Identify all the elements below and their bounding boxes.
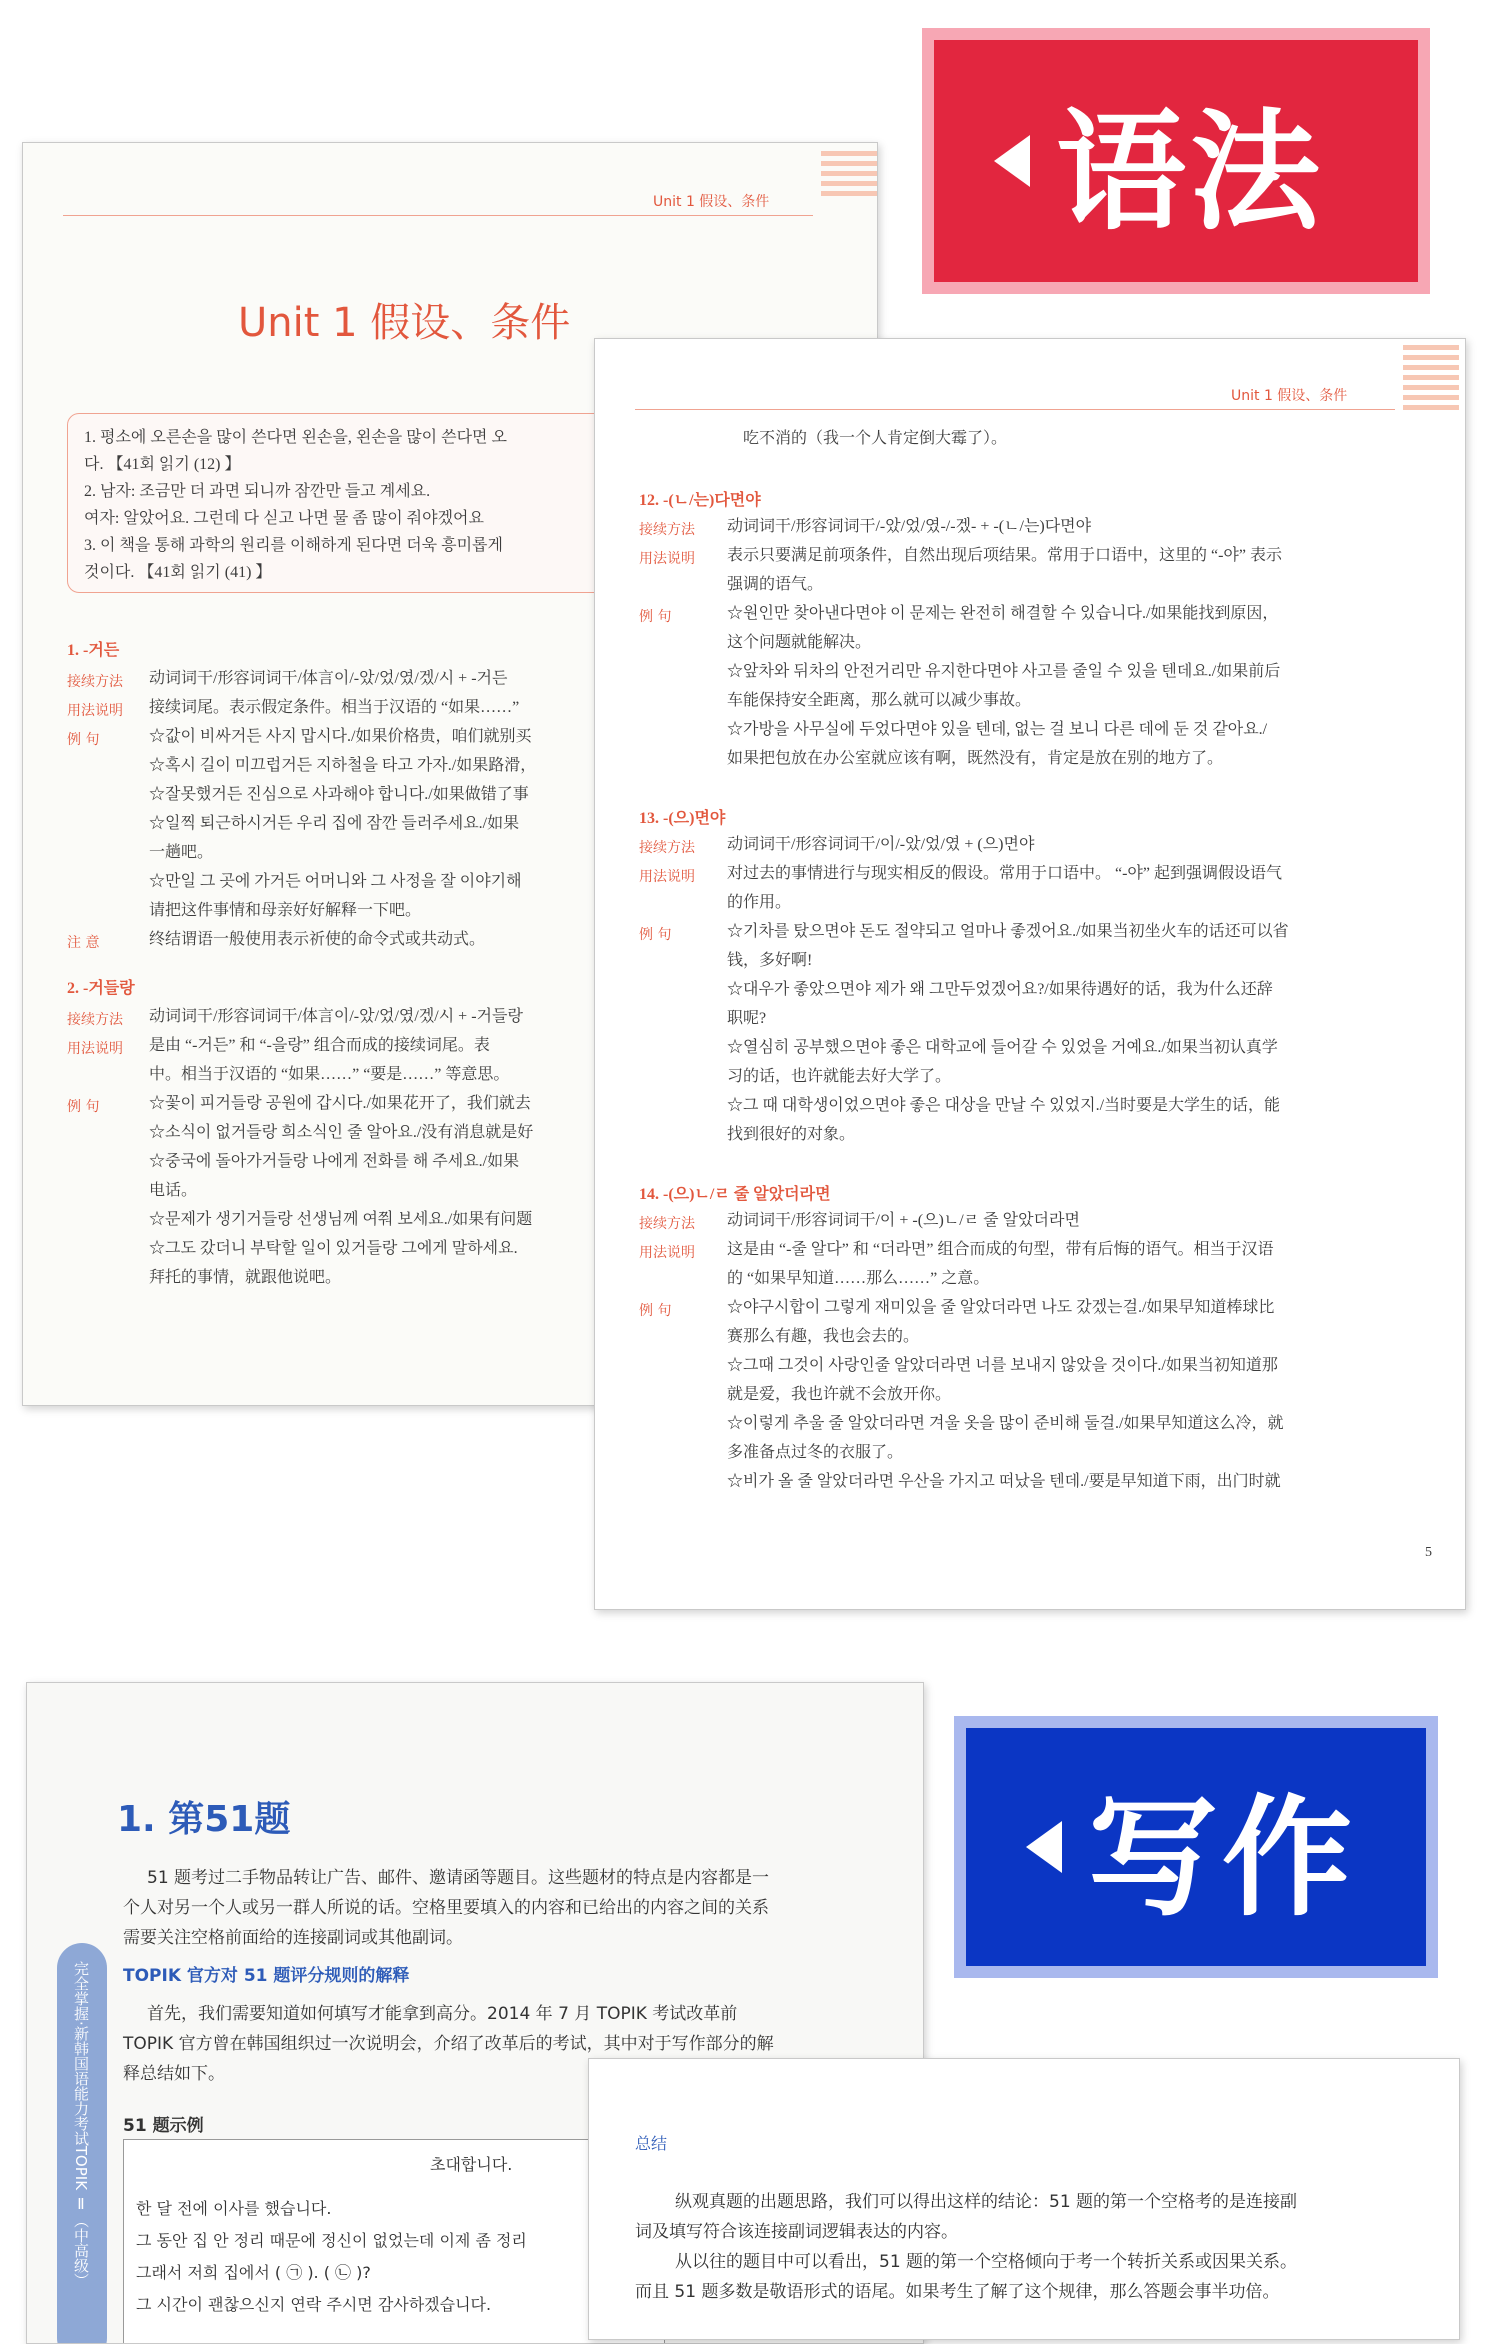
example-line: 1. 평소에 오른손을 많이 쓴다면 왼손을, 왼손을 많이 쓴다면 오	[84, 429, 507, 446]
row-text: 就是爱，我也许就不会放开你。	[727, 1386, 952, 1403]
grammar-page-right	[594, 338, 1466, 1610]
summary-line: 纵观真题的出题思路，我们可以得出这样的结论：51 题的第一个空格考的是连接副	[675, 2192, 1298, 2212]
side-tab-label: 完全掌握·新韩国语能力考试TOPIK Ⅱ（中高级）	[72, 1961, 90, 2288]
row-text: 车能保持安全距离，那么就可以减少事故。	[727, 692, 1032, 709]
row-text: ☆야구시합이 그렇게 재미있을 줄 알았더라면 나도 갔겠는걸./如果早知道棒球比	[727, 1299, 1275, 1316]
row-text: 请把这件事情和母亲好好解释一下吧。	[149, 902, 422, 919]
row-text: 中。相当于汉语的 “如果……” “要是……” 等意思。	[149, 1066, 510, 1083]
row-text: 表示只要满足前项条件，自然出现后项结果。常用于口语中，这里的 “-야” 表示	[727, 547, 1282, 564]
row-text: 一趟吧。	[149, 844, 214, 861]
row-text: 动词词干/形容词词干/-았/었/였-/-겠- + -(ㄴ/는)다면야	[727, 518, 1092, 535]
row-label: 例 句	[639, 1303, 672, 1319]
letter-box	[123, 2139, 665, 2344]
header-rule	[635, 409, 1395, 410]
writing-badge	[954, 1716, 1438, 1978]
example-line: 것이다. 【41회 읽기 (41) 】	[84, 564, 272, 581]
row-text: 习的话，也许就能去好大学了。	[727, 1068, 952, 1085]
row-label: 接续方法	[639, 840, 695, 856]
play-triangle-icon	[1026, 1821, 1062, 1873]
summary-line: 词及填写符合该连接副词逻辑表达的内容。	[635, 2222, 958, 2242]
unit-header: Unit 1 假设、条件	[1231, 388, 1348, 404]
row-text: ☆꽃이 피거들랑 공원에 갑시다./如果花开了，我们就去	[149, 1095, 531, 1112]
row-label: 用法说明	[639, 869, 695, 885]
row-text: ☆일찍 퇴근하시거든 우리 집에 잠깐 들러주세요./如果	[149, 815, 520, 832]
row-label: 例 句	[639, 609, 672, 625]
row-label: 接续方法	[639, 522, 695, 538]
row-text: 是由 “-거든” 和 “-을랑” 组合而成的接续词尾。表	[149, 1037, 490, 1054]
row-text: 强调的语气。	[727, 576, 824, 593]
row-text: ☆열심히 공부했으면야 좋은 대학교에 들어갈 수 있었을 거예요./如果当初认真学	[727, 1039, 1278, 1056]
row-label: 用法说明	[639, 551, 695, 567]
intro-line: 51 题考过二手物品转让广告、邮件、邀请函等题目。这些题材的特点是内容都是一	[147, 1868, 770, 1888]
scoring-subhead: TOPIK 官方对 51 题评分规则的解释	[123, 1966, 410, 1986]
body-line: 首先，我们需要知道如何填写才能拿到高分。2014 年 7 月 TOPIK 考试改革前	[147, 2004, 738, 2024]
example-line: 다. 【41회 읽기 (12) 】	[84, 456, 241, 473]
row-text: 电话。	[149, 1182, 198, 1199]
example-line: 2. 남자: 조금만 더 과면 되니까 잠깐만 들고 계세요.	[84, 483, 431, 500]
row-text: ☆대우가 좋았으면야 제가 왜 그만두었겠어요?/如果待遇好的话，我为什么还辞	[727, 981, 1273, 998]
section-title-12: 12. -(ㄴ/는)다면야	[639, 492, 761, 509]
row-text: 找到很好的对象。	[727, 1126, 856, 1143]
play-triangle-icon	[994, 135, 1030, 187]
summary-heading: 总结	[635, 2134, 668, 2153]
row-text: 的作用。	[727, 894, 792, 911]
row-text: 的 “如果早知道……那么……” 之意。	[727, 1270, 990, 1287]
row-text: ☆그때 그것이 사랑인줄 알았더라면 너를 보내지 않았을 것이다./如果当初知道那	[727, 1357, 1278, 1374]
row-label: 接续方法	[67, 1012, 123, 1028]
row-text: 赛那么有趣，我也会去的。	[727, 1328, 920, 1345]
header-rule	[63, 215, 813, 216]
side-tab	[57, 1943, 107, 2344]
intro-line: 需要关注空格前面给的连接副词或其他副词。	[123, 1928, 463, 1948]
intro-line: 个人对另一个人或另一群人所说的话。空格里要填入的内容和已给出的内容之间的关系	[123, 1898, 769, 1918]
letter-line: 그 동안 집 안 정리 때문에 정신이 없었는데 이제 좀 정리	[136, 2231, 527, 2250]
row-text: 动词词干/形容词词干/体言이/-았/었/였/겠/시 + -거들랑	[149, 1008, 523, 1025]
row-text: ☆이렇게 추울 줄 알았더라면 겨울 옷을 많이 준비해 둘걸./如果早知道这么冷，就	[727, 1415, 1284, 1432]
row-text: ☆원인만 찾아낸다면야 이 문제는 완전히 해결할 수 있습니다./如果能找到原因，	[727, 605, 1279, 622]
grammar-badge	[922, 28, 1430, 294]
section-title-13: 13. -(으)면야	[639, 810, 726, 827]
row-text: 职呢?	[727, 1010, 767, 1027]
writing-badge-label: 写作	[1088, 1781, 1357, 1934]
row-label: 注 意	[67, 935, 100, 951]
row-label: 例 句	[639, 927, 672, 943]
row-text: 多准备点过冬的衣服了。	[727, 1444, 904, 1461]
row-text: 这个问题就能解决。	[727, 634, 872, 651]
row-text: 拜托的事情，就跟他说吧。	[149, 1269, 342, 1286]
row-label: 接续方法	[639, 1216, 695, 1232]
letter-line: 그래서 저희 집에서 ( ㉠ ). ( ㉡ )?	[136, 2263, 371, 2282]
example-line: 여자: 알았어요. 그런데 다 싣고 나면 물 좀 많이 줘야겠어요	[84, 510, 484, 527]
letter-title: 초대합니다.	[430, 2155, 513, 2174]
summary-line: 而且 51 题多数是敬语形式的语尾。如果考生了解了这个规律，那么答题会事半功倍。	[635, 2282, 1280, 2302]
section-title-2: 2. -거들랑	[67, 980, 135, 997]
summary-page	[588, 2058, 1460, 2340]
row-text: 动词词干/形容词词干/이 + -(으)ㄴ/ㄹ 줄 알았더라면	[727, 1212, 1080, 1229]
header-stripes	[821, 151, 877, 201]
row-text: ☆그도 갔더니 부탁할 일이 있거들랑 그에게 말하세요.	[149, 1240, 518, 1257]
row-text: ☆앞차와 뒤차의 안전거리만 유지한다면야 사고를 줄일 수 있을 텐데요./如果前后	[727, 663, 1281, 680]
row-text: ☆잘못했거든 진심으로 사과해야 합니다./如果做错了事	[149, 786, 529, 803]
row-text: 钱，多好啊!	[727, 952, 813, 969]
row-text: 对过去的事情进行与现实相反的假设。常用于口语中。 “-야” 起到强调假设语气	[727, 865, 1282, 882]
summary-line: 从以往的题目中可以看出，51 题的第一个空格倾向于考一个转折关系或因果关系。	[675, 2252, 1298, 2272]
row-text: ☆중국에 돌아가거들랑 나에게 전화를 해 주세요./如果	[149, 1153, 520, 1170]
row-text: ☆비가 올 줄 알았더라면 우산을 가지고 떠났을 텐데./要是早知道下雨，出门时就	[727, 1473, 1281, 1490]
row-text: 接续词尾。表示假定条件。相当于汉语的 “如果……”	[149, 699, 520, 716]
row-label: 例 句	[67, 732, 100, 748]
unit-header: Unit 1 假设、条件	[653, 194, 770, 210]
body-line: 释总结如下。	[123, 2064, 225, 2084]
row-text: ☆기차를 탔으면야 돈도 절약되고 얼마나 좋겠어요./如果当初坐火车的话还可以省	[727, 923, 1289, 940]
row-label: 接续方法	[67, 674, 123, 690]
letter-line: 그 시간이 괜찮으신지 연락 주시면 감사하겠습니다.	[136, 2295, 492, 2314]
row-text: ☆값이 비싸거든 사지 맙시다./如果价格贵，咱们就别买	[149, 728, 532, 745]
row-label: 用法说明	[67, 703, 123, 719]
row-label: 用法说明	[639, 1245, 695, 1261]
row-text: ☆혹시 길이 미끄럽거든 지하철을 타고 가자./如果路滑，	[149, 757, 537, 774]
letter-line: 한 달 전에 이사를 했습니다.	[136, 2199, 332, 2218]
row-text: ☆만일 그 곳에 가거든 어머니와 그 사정을 잘 이야기해	[149, 873, 522, 890]
row-text: 动词词干/形容词词干/体言이/-았/었/였/겠/시 + -거든	[149, 670, 508, 687]
row-text: 动词词干/形容词词干/이/-았/었/였 + (으)면야	[727, 836, 1035, 853]
intro-line: 吃不消的（我一个人肯定倒大霉了）。	[743, 430, 1008, 447]
example-heading: 51 题示例	[123, 2116, 204, 2136]
row-text: 这是由 “-줄 알다” 和 “더라면” 组合而成的句型，带有后悔的语气。相当于汉语	[727, 1241, 1274, 1258]
page-number: 5	[1425, 1545, 1432, 1560]
body-line: TOPIK 官方曾在韩国组织过一次说明会，介绍了改革后的考试，其中对于写作部分的解	[123, 2034, 774, 2054]
unit-title: Unit 1 假设、条件	[238, 300, 571, 346]
question-heading: 1. 第51题	[117, 1799, 291, 1840]
row-text: 终结谓语一般使用表示祈使的命令式或共动式。	[149, 931, 486, 948]
example-line: 3. 이 책을 통해 과학의 원리를 이해하게 된다면 더욱 흥미롭게	[84, 537, 503, 554]
header-stripes	[1403, 345, 1459, 415]
section-title-14: 14. -(으)ㄴ/ㄹ 줄 알았더라면	[639, 1186, 831, 1203]
grammar-badge-label: 语法	[1056, 95, 1325, 248]
row-text: ☆문제가 생기거들랑 선생님께 여쭤 보세요./如果有问题	[149, 1211, 533, 1228]
row-label: 用法说明	[67, 1041, 123, 1057]
section-title-1: 1. -거든	[67, 642, 120, 659]
row-text: 如果把包放在办公室就应该有啊，既然没有，肯定是放在别的地方了。	[727, 750, 1224, 767]
row-label: 例 句	[67, 1099, 100, 1115]
row-text: ☆그 때 대학생이었으면야 좋은 대상을 만날 수 있었지./当时要是大学生的话，能	[727, 1097, 1281, 1114]
row-text: ☆가방을 사무실에 두었다면야 있을 텐데, 없는 걸 보니 다른 데에 둔 것 같아요./	[727, 721, 1268, 738]
row-text: ☆소식이 없거들랑 희소식인 줄 알아요./没有消息就是好	[149, 1124, 534, 1141]
